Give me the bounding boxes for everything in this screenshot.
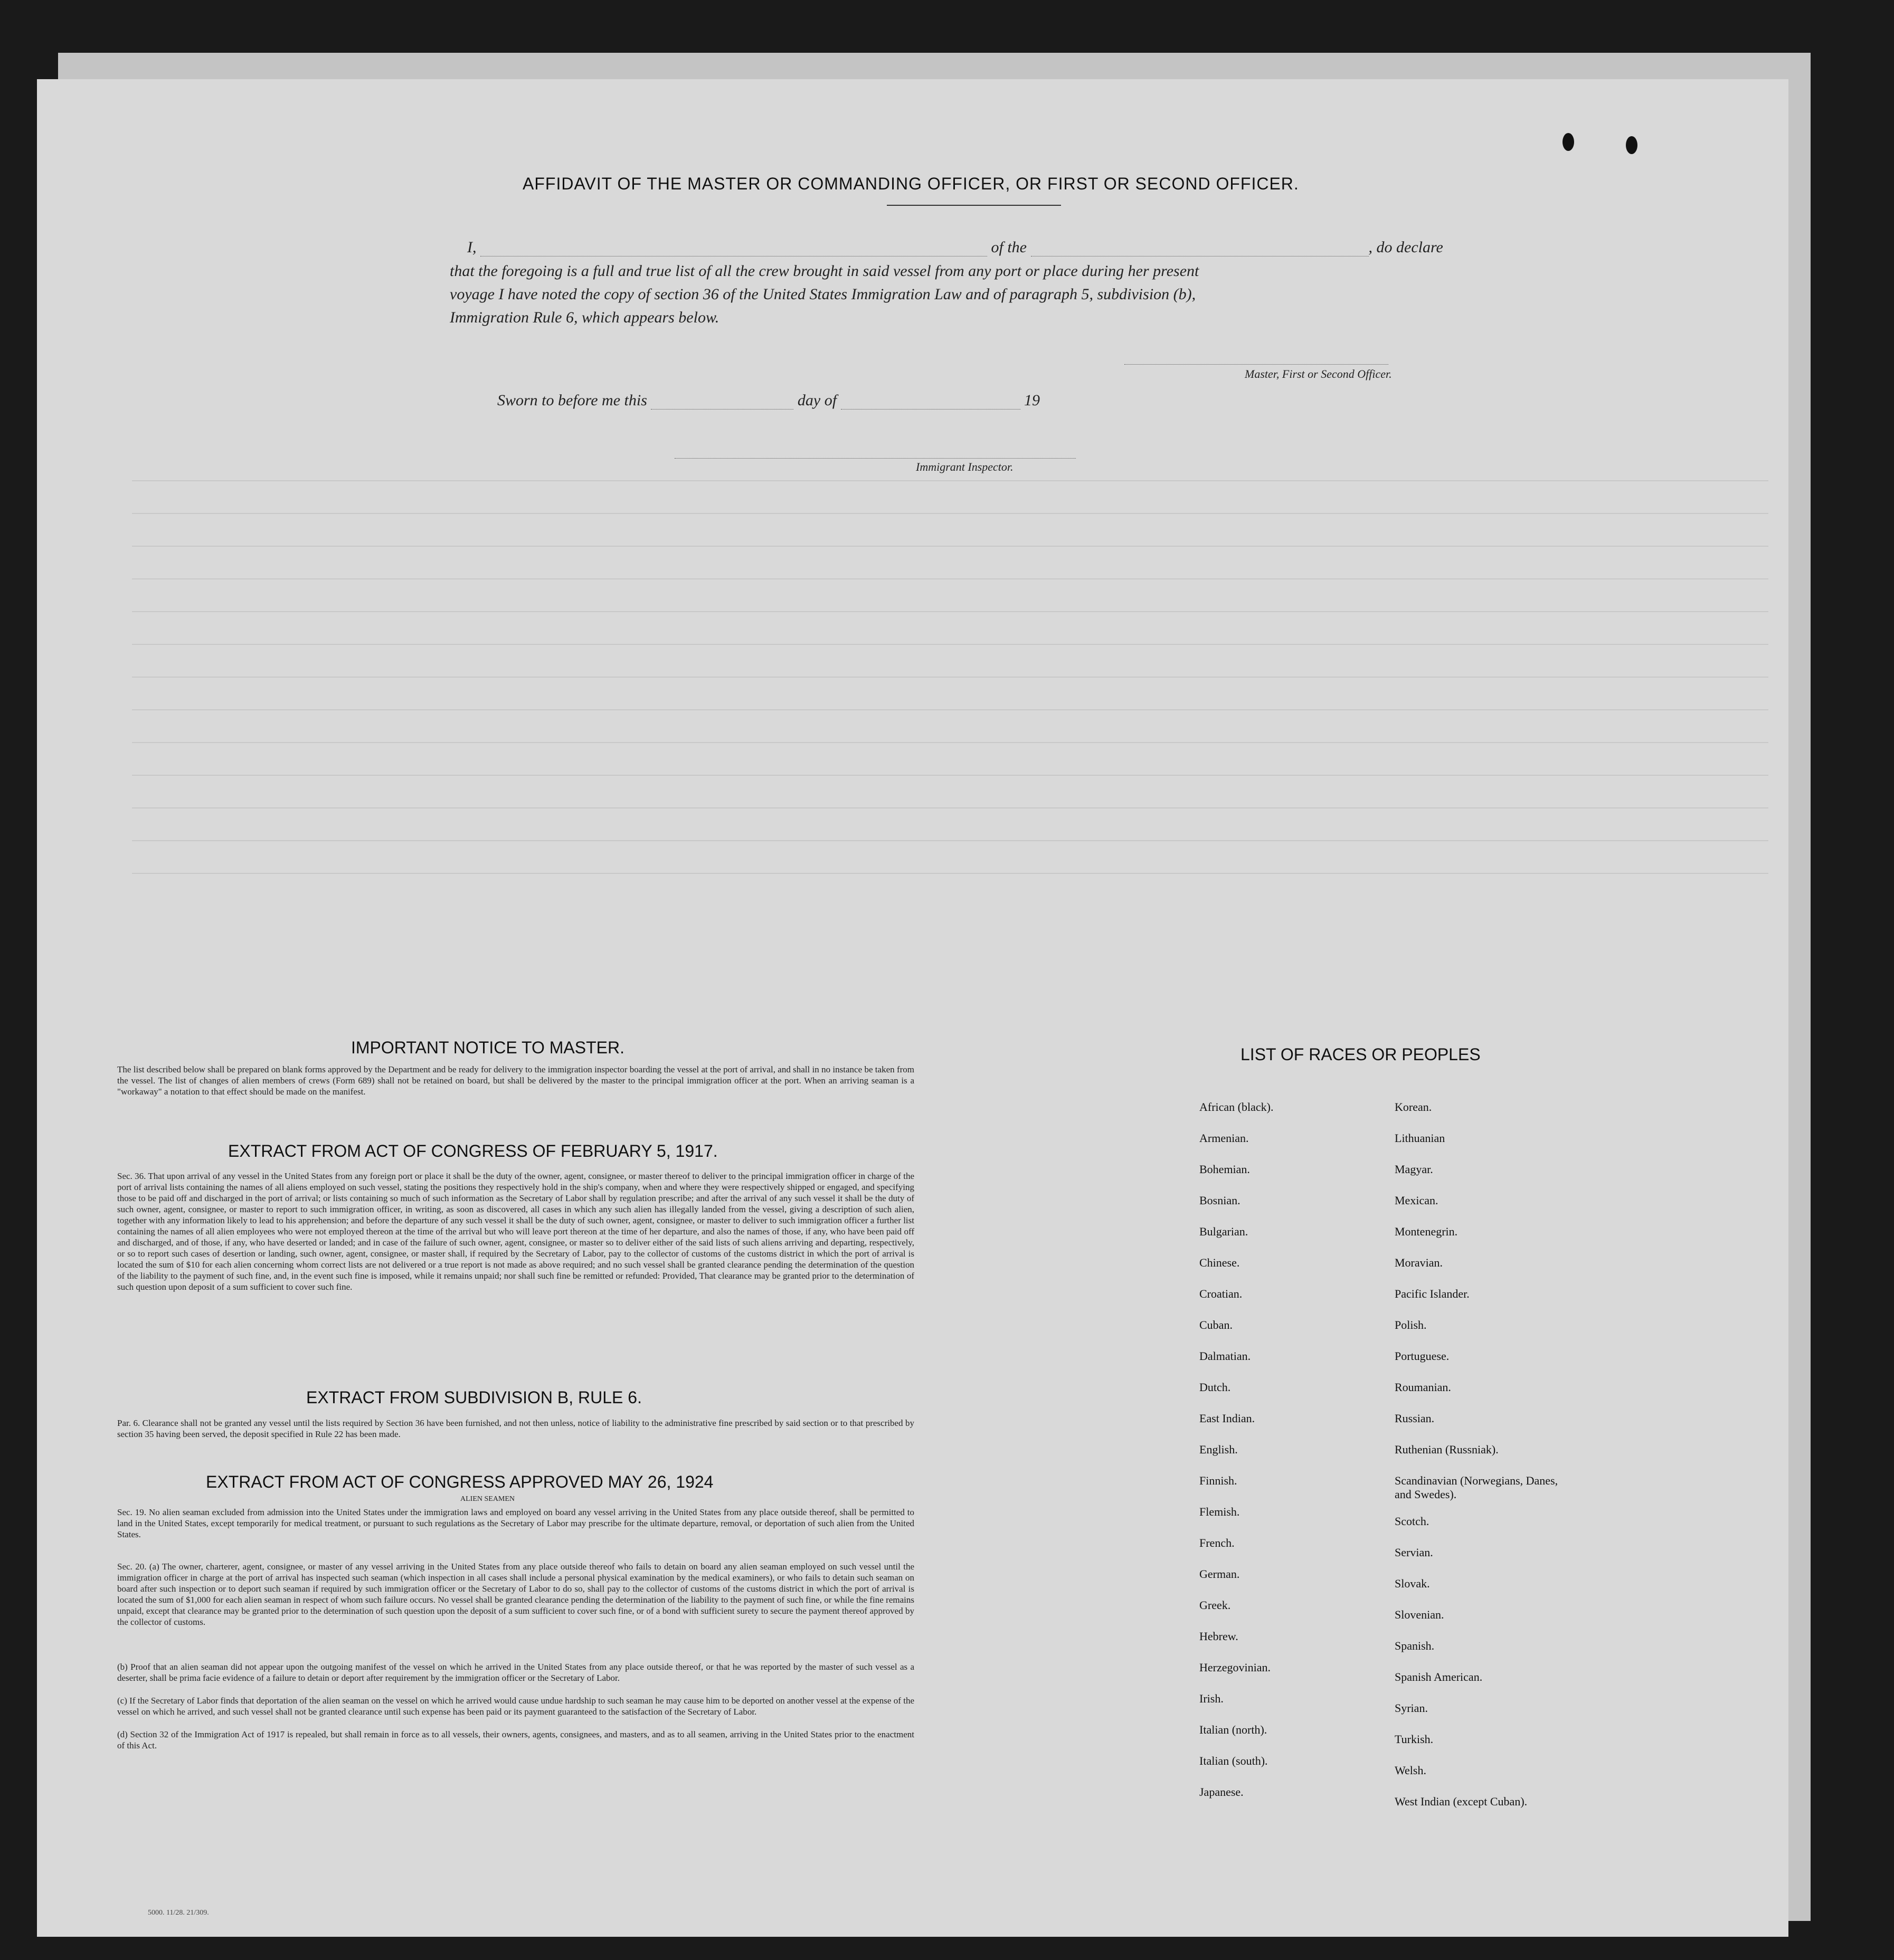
race-item: German. bbox=[1199, 1567, 1240, 1581]
inspector-label: Immigrant Inspector. bbox=[916, 460, 1014, 473]
race-item: English. bbox=[1199, 1443, 1238, 1456]
race-item: Dutch. bbox=[1199, 1381, 1231, 1394]
race-item: Scandinavian (Norwegians, Danes, and Swedes). bbox=[1395, 1474, 1558, 1501]
master-signature-label: Master, First or Second Officer. bbox=[1245, 367, 1392, 380]
race-item: Herzegovinian. bbox=[1199, 1661, 1271, 1674]
race-item: Italian (north). bbox=[1199, 1723, 1267, 1736]
race-item: Croatian. bbox=[1199, 1287, 1243, 1300]
race-item: Japanese. bbox=[1199, 1785, 1244, 1799]
race-item: Servian. bbox=[1395, 1546, 1433, 1559]
race-item: French. bbox=[1199, 1536, 1235, 1549]
extract-1917-title: EXTRACT FROM ACT OF CONGRESS OF FEBRUARY 5, 1917. bbox=[228, 1141, 718, 1160]
race-item: Spanish American. bbox=[1395, 1670, 1483, 1683]
race-item: Armenian. bbox=[1199, 1131, 1249, 1145]
inspector-sig-line bbox=[675, 458, 1076, 459]
race-item: Syrian. bbox=[1395, 1701, 1428, 1715]
race-item: Bosnian. bbox=[1199, 1194, 1240, 1207]
extract-1924-title: EXTRACT FROM ACT OF CONGRESS APPROVED MAY 26, 1924 bbox=[206, 1472, 714, 1491]
affidavit-i: I, bbox=[467, 239, 477, 256]
month-blank bbox=[841, 409, 1020, 410]
day-of-text: day of bbox=[797, 392, 837, 409]
race-item: Portuguese. bbox=[1395, 1349, 1450, 1363]
race-item: Irish. bbox=[1199, 1692, 1224, 1705]
divider bbox=[887, 205, 1061, 206]
affidavit-title: AFFIDAVIT OF THE MASTER OR COMMANDING OFFICER, OR FIRST OR SECOND OFFICER. bbox=[523, 174, 1299, 193]
form-footer: 5000. 11/28. 21/309. bbox=[148, 1909, 209, 1917]
extract-1917-body: Sec. 36. That upon arrival of any vessel in the United States from any foreign port or place it shall be the duty of the owner, agent, consignee, or master thereof to deliver to the principal immigration officer in charge of the port of arrival lists containing the names of all aliens employed on such vessel, stating the positions they respectively hold in the ship's company, when and where they were respectively shipped or engaged, and specifying those to be paid off and discharged in the port of arrival; or lists containing so much of such information as the Secretary of Labor shall by regulation prescribe; and after the arrival of any such vessel it shall be the duty of such owner, agent, consignee, or master to report to such immigration officer, in writing, as soon as discovered, all cases in which any such alien has illegally landed from the vessel, giving a description of such alien, together with any information likely to lead to his apprehension; and before the departure of any such vessel it shall be the duty of such owner, agent, consignee, or master to deliver to such immigration officer a further list containing the names of all alien employees who were not employed thereon at the time of the arrival but who will leave port thereon at the time of her departure, and also the names of those, if any, who have been paid off and discharged, and of those, if any, who have deserted or landed; and in case of the failure of such owner, agent, consignee, or master so to deliver either of the said lists of such aliens arriving and departing, respectively, or so to report such cases of desertion or landing, such owner, agent, consignee, or master shall, if required by the Secretary of Labor, pay to the collector of customs of the customs district in which the port of arrival is located the sum of $10 for each alien concerning whom correct lists are not delivered or a true report is not made as above required; and no such vessel shall be granted clearance pending the determination of the question of the liability to the payment of such fine, and, in the event such fine is imposed, while it remains unpaid; nor shall such fine be remitted or refunded: Provided, That clearance may be granted prior to the determination of such question upon deposit of a sum sufficient to cover such fine. bbox=[117, 1171, 914, 1292]
race-item: Welsh. bbox=[1395, 1764, 1426, 1777]
race-item: Montenegrin. bbox=[1395, 1225, 1458, 1238]
race-item: Italian (south). bbox=[1199, 1754, 1268, 1767]
extract-1924-sec20b: (b) Proof that an alien seaman did not appear upon the outgoing manifest of the vessel on which he arrived in the United States from any place outside thereof, or that he was reported by the master of such vessel as a deserter, shall be prima facie evidence of a failure to detain or deport after requirement by the immigration officer or the Secretary of Labor. bbox=[117, 1662, 914, 1683]
race-item: Slovenian. bbox=[1395, 1608, 1444, 1621]
race-item: African (black). bbox=[1199, 1100, 1274, 1114]
race-item: Turkish. bbox=[1395, 1733, 1434, 1746]
extract-1924-sec19: Sec. 19. No alien seaman excluded from admission into the United States under the immigration laws and employed on board any vessel arriving in the United States from any place outside thereof, shall be permitted to land in the United States, except temporarily for medical treatment, or pursuant to such regulations as the Secretary of Labor may prescribe for the ultimate departure, removal, or deportation of such alien from the United States. bbox=[117, 1507, 914, 1539]
race-item: Chinese. bbox=[1199, 1256, 1240, 1269]
notice-title: IMPORTANT NOTICE TO MASTER. bbox=[351, 1038, 624, 1057]
race-item: Moravian. bbox=[1395, 1256, 1443, 1269]
extract-1924-sec20c: (c) If the Secretary of Labor finds that deportation of the alien seaman on the vessel on which he arrived would cause undue hardship to such seaman he may cause him to be deported on another vessel at the expense of the vessel on which he arrived, and such vessel shall not be granted clearance until such expense has been paid or its payment guaranteed to the satisfaction of the Secretary of Labor. bbox=[117, 1696, 914, 1717]
rule6-title: EXTRACT FROM SUBDIVISION B, RULE 6. bbox=[306, 1388, 642, 1407]
races-title: LIST OF RACES OR PEOPLES bbox=[1240, 1045, 1481, 1064]
affidavit-declare: , do declare bbox=[1368, 239, 1443, 256]
rule6-body: Par. 6. Clearance shall not be granted any vessel until the lists required by Section 36 have been furnished, and not then unless, notice of liability to the administrative fine prescribed by said section or to that prescribed by section 35 having been served, the deposit specified in Rule 22 has been made. bbox=[117, 1418, 914, 1439]
race-item: Cuban. bbox=[1199, 1318, 1233, 1331]
year-text: 19 bbox=[1024, 392, 1040, 409]
race-item: Slovak. bbox=[1395, 1577, 1430, 1590]
race-item: Lithuanian bbox=[1395, 1131, 1445, 1145]
master-sig-line bbox=[1124, 364, 1388, 365]
race-item: Greek. bbox=[1199, 1599, 1231, 1612]
race-item: Korean. bbox=[1395, 1100, 1432, 1114]
notice-body: The list described below shall be prepared on blank forms approved by the Department and be ready for delivery to the immigration inspector boarding the vessel at the port of arrival, and shall in no instance be taken from the vessel. The list of changes of alien members of crews (Form 689) shall not be retained on board, but shall be delivered by the master to the principal immigration officer at the port. When an arriving seaman is a "workaway" a notation to that effect should be made on the manifest. bbox=[117, 1064, 914, 1097]
extract-1924-sec20d: (d) Section 32 of the Immigration Act of 1917 is repealed, but shall remain in force as to all vessels, their owners, agents, consignees, and masters, and as to all seamen, arriving in the United States prior to the enactment of this Act. bbox=[117, 1729, 914, 1750]
alien-seamen-subtitle: ALIEN SEAMEN bbox=[460, 1495, 515, 1503]
race-item: West Indian (except Cuban). bbox=[1395, 1795, 1528, 1808]
race-item: Roumanian. bbox=[1395, 1381, 1451, 1394]
sworn-text: Sworn to before me this bbox=[497, 392, 647, 409]
day-blank bbox=[651, 409, 793, 410]
race-item: Polish. bbox=[1395, 1318, 1427, 1331]
affidavit-line-2: that the foregoing is a full and true list of all the crew brought in said vessel from any port or place during her present bbox=[450, 262, 1199, 280]
race-item: Flemish. bbox=[1199, 1505, 1240, 1518]
race-item: Mexican. bbox=[1395, 1194, 1438, 1207]
punch-hole bbox=[1562, 133, 1574, 151]
affidavit-line-3: voyage I have noted the copy of section 36 of the United States Immigration Law and of paragraph 5, subdivision (b), bbox=[450, 286, 1196, 303]
race-item: Bohemian. bbox=[1199, 1163, 1250, 1176]
race-item: Dalmatian. bbox=[1199, 1349, 1251, 1363]
race-item: Bulgarian. bbox=[1199, 1225, 1248, 1238]
race-item: Spanish. bbox=[1395, 1639, 1435, 1652]
affidavit-line-4: Immigration Rule 6, which appears below. bbox=[450, 309, 719, 326]
race-item: Russian. bbox=[1395, 1412, 1435, 1425]
race-item: Pacific Islander. bbox=[1395, 1287, 1470, 1300]
extract-1924-sec20a: Sec. 20. (a) The owner, charterer, agent, consignee, or master of any vessel arriving in the United States from any place outside thereof who fails to detain on board any alien seaman employed on such vessel until the immigration officer in charge at the port of arrival has inspected such seaman (which inspection in all cases shall include a personal physical examination by the medical examiners), or who fails to detain such seaman on board after such inspection or to deport such seaman if required by such immigration officer or the Secretary of Labor to do so, shall pay to the collector of customs of the customs district in which the port of arrival is located the sum of $1,000 for each alien seaman in respect of whom such failure occurs. No vessel shall be granted clearance pending the determination of the liability to the payment of such fine, or while the fine remains unpaid, except that clearance may be granted prior to the determination of such question upon the deposit of a sum sufficient to cover such fine, or of a bond with sufficient surety to secure the payment thereof approved by the collector of customs. bbox=[117, 1562, 914, 1627]
race-item: Magyar. bbox=[1395, 1163, 1433, 1176]
race-item: Hebrew. bbox=[1199, 1630, 1238, 1643]
race-item: Ruthenian (Russniak). bbox=[1395, 1443, 1499, 1456]
race-item: East Indian. bbox=[1199, 1412, 1255, 1425]
sworn-line bbox=[497, 392, 1040, 410]
race-item: Scotch. bbox=[1395, 1515, 1429, 1528]
race-item: Finnish. bbox=[1199, 1474, 1237, 1487]
punch-hole bbox=[1626, 136, 1637, 154]
affidavit-of-the: of the bbox=[991, 239, 1027, 256]
affidavit-line-1 bbox=[467, 239, 1475, 256]
